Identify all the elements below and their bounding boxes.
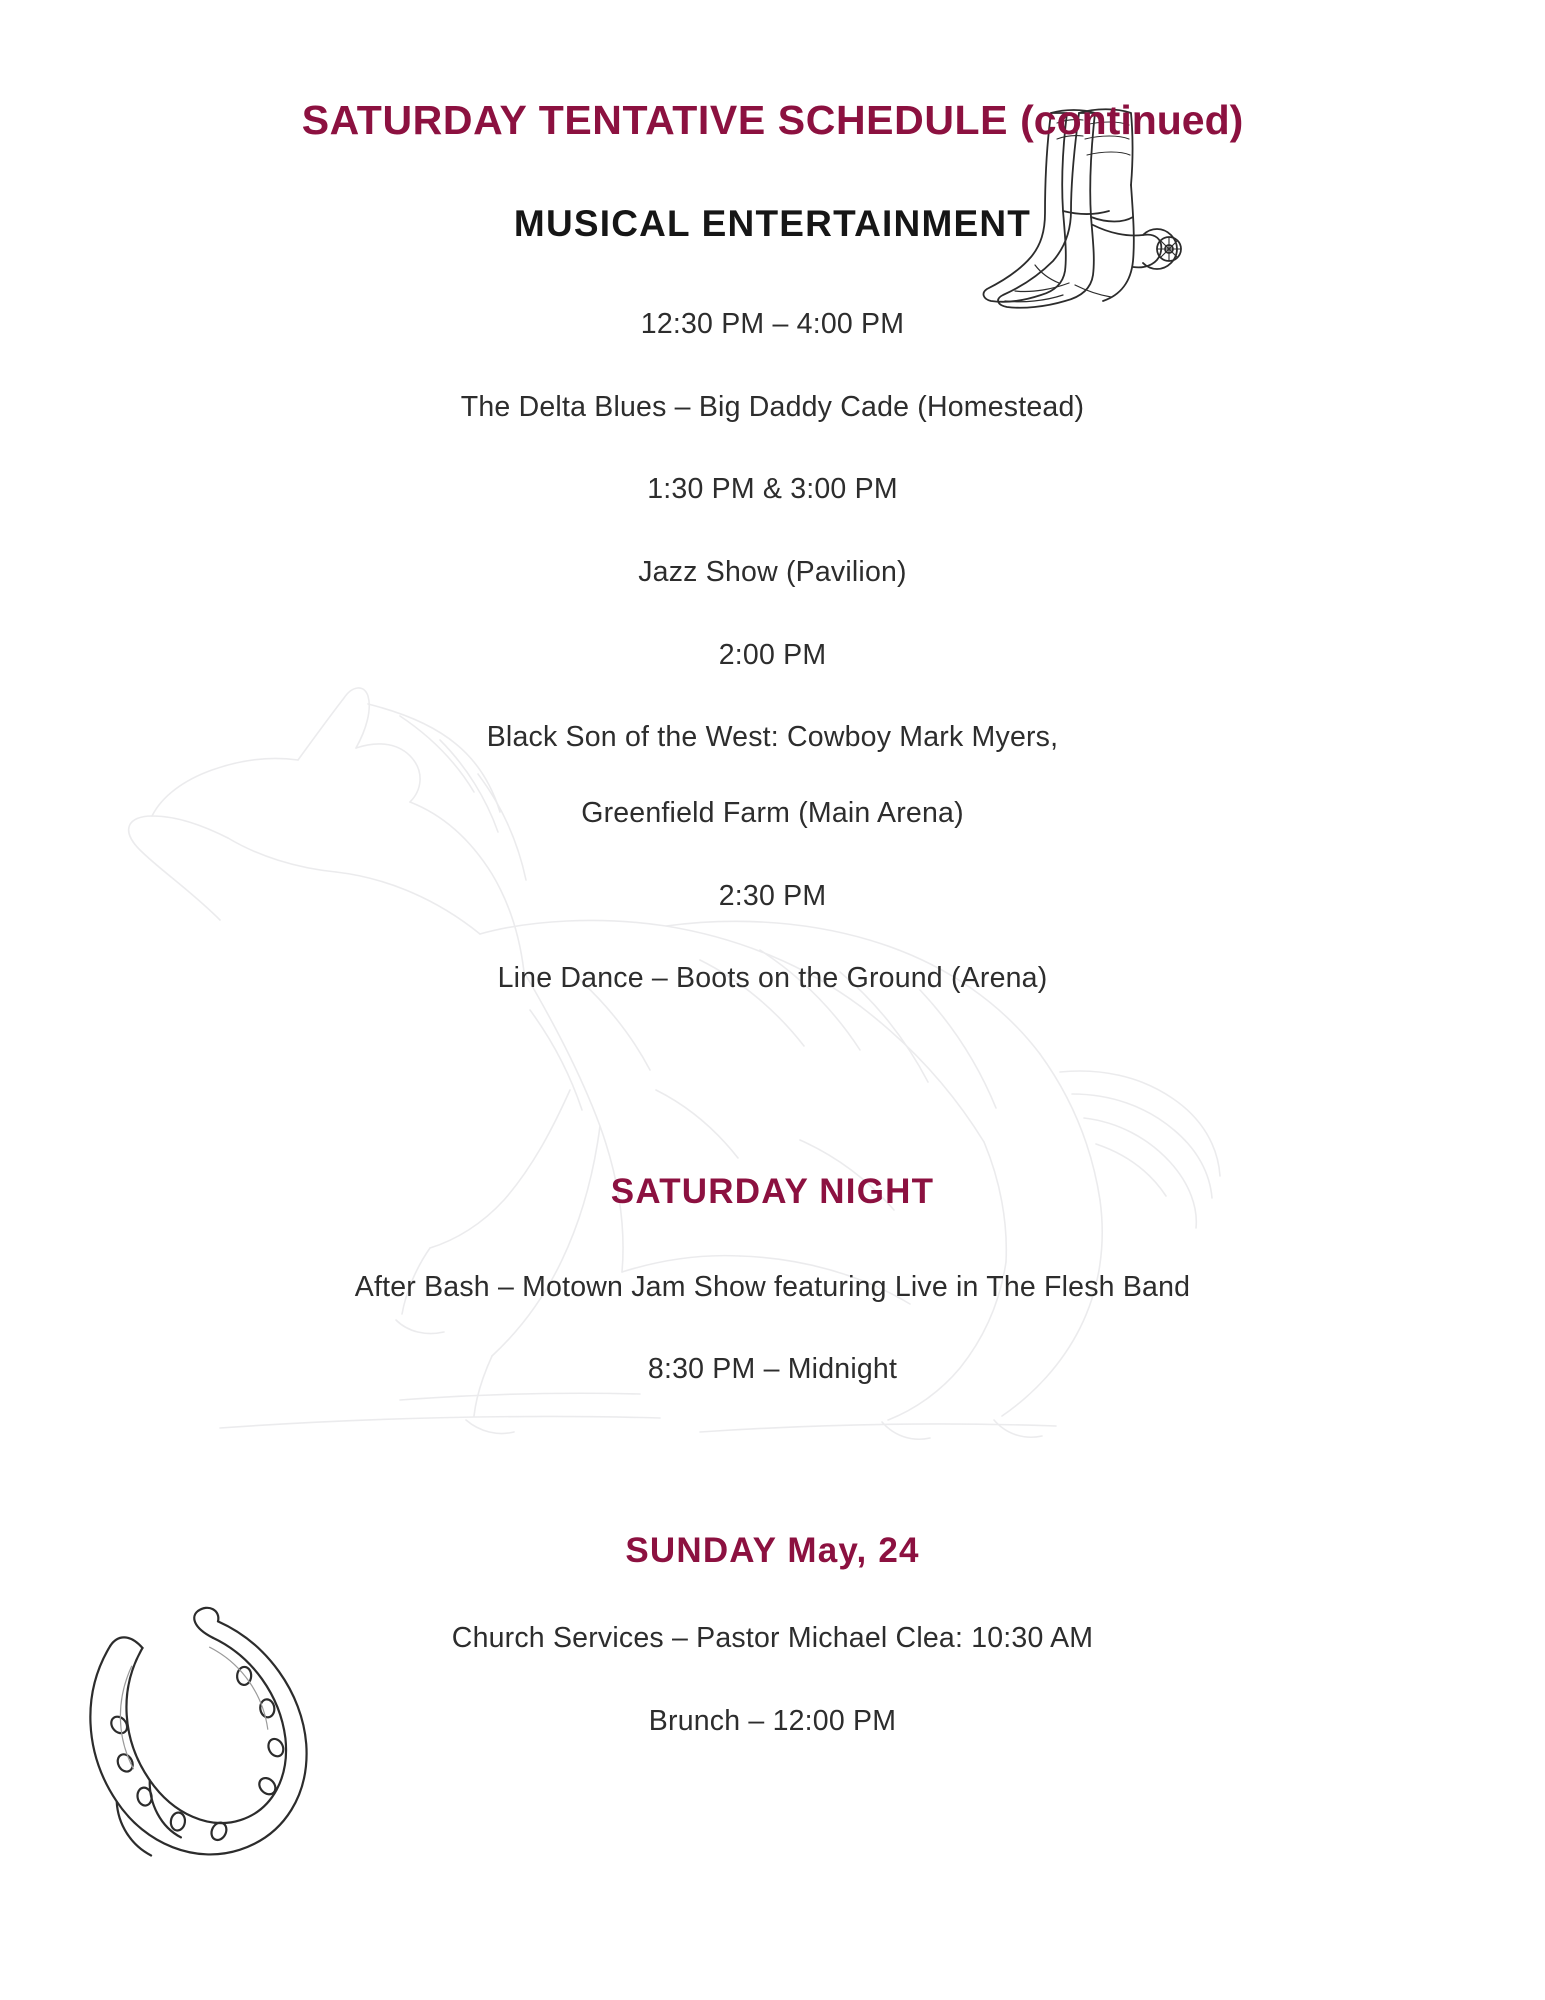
schedule-line: Jazz Show (Pavilion) bbox=[638, 556, 907, 589]
schedule-line: 1:30 PM & 3:00 PM bbox=[647, 473, 898, 506]
schedule-line: Greenfield Farm (Main Arena) bbox=[581, 796, 964, 829]
heading-spacer bbox=[0, 1212, 1545, 1270]
schedule-line: Line Dance – Boots on the Ground (Arena) bbox=[497, 962, 1048, 995]
schedule-line: 8:30 PM – Midnight bbox=[647, 1353, 898, 1386]
section-heading-saturday-night: SATURDAY NIGHT bbox=[610, 1171, 935, 1211]
page-title-suffix: (continued) bbox=[1020, 97, 1244, 143]
section-spacer bbox=[0, 1435, 1545, 1531]
schedule-line: 2:00 PM bbox=[718, 638, 827, 671]
schedule-line: 2:30 PM bbox=[718, 879, 827, 912]
page-title-primary: SATURDAY TENTATIVE SCHEDULE bbox=[301, 97, 1009, 143]
section-heading-musical-entertainment: MUSICAL ENTERTAINMENT bbox=[513, 203, 1032, 245]
page-title bbox=[0, 96, 1545, 145]
schedule-line: Church Services – Pastor Michael Clea: 10:30 AM bbox=[451, 1622, 1094, 1655]
schedule-line: The Delta Blues – Big Daddy Cade (Homestead) bbox=[460, 390, 1085, 423]
schedule-line: After Bash – Motown Jam Show featuring Live in The Flesh Band bbox=[354, 1270, 1191, 1303]
section-heading-sunday: SUNDAY May, 24 bbox=[625, 1531, 920, 1571]
schedule-line: 12:30 PM – 4:00 PM bbox=[640, 308, 905, 341]
schedule-line: Brunch – 12:00 PM bbox=[648, 1704, 897, 1737]
schedule-line: Black Son of the West: Cowboy Mark Myers, bbox=[486, 721, 1059, 754]
heading-spacer bbox=[0, 1571, 1545, 1621]
section-spacer bbox=[0, 1044, 1545, 1172]
